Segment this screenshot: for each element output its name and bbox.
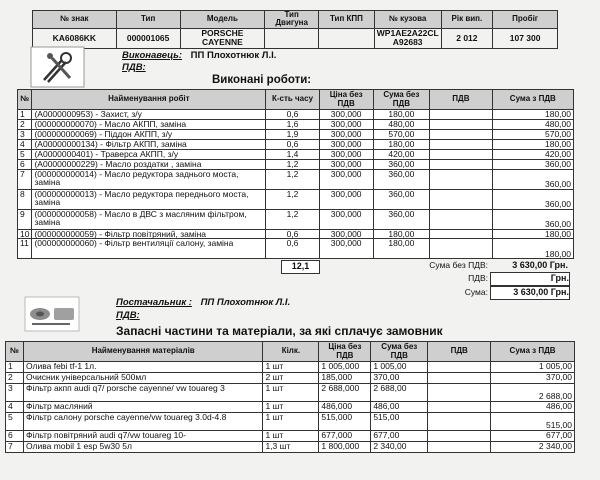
table-cell: 360,00 — [373, 209, 430, 229]
table-cell — [428, 431, 491, 442]
table-cell: 180,00 — [492, 139, 573, 149]
table-cell: Фільтр масляний — [23, 402, 262, 413]
table-row — [18, 139, 574, 149]
vehicle-value-cell: 107 300 — [493, 28, 558, 48]
table-row — [6, 362, 575, 373]
table-cell: 1,2 — [266, 209, 320, 229]
vehicle-value-cell: KA6086KK — [33, 28, 117, 48]
sum-value: 3 630,00 Грн. — [490, 286, 570, 300]
table-cell: (A00000000134) - Фільтр АКПП, заміна — [32, 139, 266, 149]
vehicle-value-cell: PORSCHE CAYENNE — [180, 28, 265, 48]
table-cell — [428, 373, 491, 384]
table-cell — [428, 362, 491, 373]
table-row — [18, 119, 574, 129]
table-cell: 180,00 — [373, 110, 430, 120]
table-cell: 486,00 — [371, 402, 428, 413]
table-cell — [428, 413, 491, 431]
table-cell: Олива febi tf-1 1л. — [23, 362, 262, 373]
table-cell: 2 — [18, 119, 32, 129]
table-cell: 300,000 — [319, 159, 373, 169]
table-row — [18, 159, 574, 169]
table-cell: 3 — [6, 384, 24, 402]
table-row — [18, 169, 574, 189]
table-row — [18, 149, 574, 159]
table-cell: 300,000 — [319, 169, 373, 189]
table-cell: 180,00 — [373, 229, 430, 239]
table-cell: 7 — [6, 442, 24, 453]
table-cell: 180,00 — [373, 139, 430, 149]
total-hours: 12,1 — [281, 260, 320, 274]
table-cell: 1 005,000 — [319, 362, 371, 373]
table-cell: 0,6 — [266, 229, 320, 239]
table-cell: 5 — [18, 149, 32, 159]
table-cell: 300,000 — [319, 119, 373, 129]
parts-icon — [24, 296, 80, 332]
vehicle-value-cell: WP1AE2A22CL A92683 — [374, 28, 441, 48]
table-cell: 360,00 — [492, 189, 573, 209]
table-cell — [430, 239, 492, 259]
table-cell: 300,000 — [319, 239, 373, 259]
vehicle-header-cell: Тип — [116, 11, 180, 29]
table-cell — [430, 129, 492, 139]
vehicle-header-cell: Модель — [180, 11, 265, 29]
supplier-pdv: ПДВ: — [116, 310, 140, 321]
table-cell: 420,00 — [492, 149, 573, 159]
table-row — [6, 431, 575, 442]
vehicle-header-cell: Тип Двигуна — [265, 11, 319, 29]
sum-no-vat-label: Сума без ПДВ: — [429, 260, 488, 270]
table-row — [18, 189, 574, 209]
table-cell: 300,000 — [319, 139, 373, 149]
table-cell — [430, 139, 492, 149]
vehicle-header-row — [33, 11, 558, 29]
table-cell: 360,00 — [492, 209, 573, 229]
table-cell — [430, 110, 492, 120]
table-row — [18, 129, 574, 139]
table-cell: 180,00 — [492, 110, 573, 120]
vehicle-header-cell: № кузова — [374, 11, 441, 29]
table-cell: 0,6 — [266, 239, 320, 259]
executor-pdv: ПДВ: — [122, 62, 146, 73]
table-cell: 1,4 — [266, 149, 320, 159]
table-cell: 300,000 — [319, 129, 373, 139]
table-cell: Фільтр салону porsche cayenne/vw touareg 3.0d-4.8 — [23, 413, 262, 431]
vehicle-value-cell: 2 012 — [441, 28, 493, 48]
table-cell: 11 — [18, 239, 32, 259]
table-cell: 1,3 шт — [263, 442, 319, 453]
table-cell: 2 688,00 — [491, 384, 575, 402]
works-header-cell: Сума з ПДВ — [492, 90, 573, 110]
table-cell: 300,000 — [319, 209, 373, 229]
table-cell: 9 — [18, 209, 32, 229]
table-cell: 0,6 — [266, 110, 320, 120]
sum-no-vat-value: 3 630,00 Грн. — [512, 260, 568, 270]
table-cell: 515,00 — [491, 413, 575, 431]
table-cell: 1,9 — [266, 129, 320, 139]
parts-table — [5, 341, 575, 453]
sum-label: Сума: — [464, 287, 488, 297]
table-cell — [430, 159, 492, 169]
table-cell: 300,000 — [319, 189, 373, 209]
table-cell: 360,00 — [373, 159, 430, 169]
table-row — [18, 209, 574, 229]
table-cell: (000000000069) - Піддон АКПП, з/у — [32, 129, 266, 139]
table-cell: 300,000 — [319, 229, 373, 239]
table-cell: Олива mobil 1 esp 5w30 5л — [23, 442, 262, 453]
vehicle-header-cell: Тип КПП — [319, 11, 375, 29]
works-header-cell: К-сть часу — [266, 90, 320, 110]
parts-header-cell: № — [6, 342, 24, 362]
table-cell: 1,6 — [266, 119, 320, 129]
table-row — [18, 110, 574, 120]
table-cell: (A0000000953) - Захист, з/у — [32, 110, 266, 120]
executor-label: Виконавець: — [122, 50, 183, 61]
table-cell: 1 800,000 — [319, 442, 371, 453]
works-title: Виконані роботи: — [212, 74, 312, 86]
works-header-cell: Найменування робіт — [32, 90, 266, 110]
table-cell: 4 — [6, 402, 24, 413]
table-cell: 1,2 — [266, 189, 320, 209]
table-cell: 1,2 — [266, 169, 320, 189]
vehicle-header-cell: Пробіг — [493, 11, 558, 29]
table-cell: 8 — [18, 189, 32, 209]
table-cell: 1,2 — [266, 159, 320, 169]
works-header-row — [18, 90, 574, 110]
table-row — [6, 442, 575, 453]
vehicle-table — [32, 10, 558, 49]
table-row — [6, 413, 575, 431]
table-cell: 2 688,000 — [319, 384, 371, 402]
vehicle-value-cell — [265, 28, 319, 48]
table-cell: 1 005,00 — [491, 362, 575, 373]
works-header-cell: ПДВ — [430, 90, 492, 110]
table-cell: 5 — [6, 413, 24, 431]
table-cell: (000000000059) - Фільтр повітряний, заміна — [32, 229, 266, 239]
works-header-cell: Сума без ПДВ — [373, 90, 430, 110]
parts-header-cell: Сума без ПДВ — [371, 342, 428, 362]
table-cell: 360,00 — [373, 189, 430, 209]
tools-icon — [30, 46, 85, 88]
table-cell: 2 340,00 — [371, 442, 428, 453]
table-cell: 2 340,00 — [491, 442, 575, 453]
table-cell: 7 — [18, 169, 32, 189]
supplier-label: Постачальник : — [116, 297, 192, 308]
table-row — [18, 239, 574, 259]
table-cell: 300,000 — [319, 110, 373, 120]
vehicle-value-cell: 000001065 — [116, 28, 180, 48]
table-cell: 6 — [6, 431, 24, 442]
table-cell: 6 — [18, 159, 32, 169]
table-cell: 677,000 — [319, 431, 371, 442]
parts-header-cell: Ціна без ПДВ — [319, 342, 371, 362]
table-cell: 370,00 — [491, 373, 575, 384]
table-cell: 1 шт — [263, 431, 319, 442]
table-cell: (000000000013) - Масло редуктора переднього моста, заміна — [32, 189, 266, 209]
table-cell: 370,00 — [371, 373, 428, 384]
table-row — [6, 373, 575, 384]
table-cell — [430, 169, 492, 189]
table-row — [6, 402, 575, 413]
table-cell: 4 — [18, 139, 32, 149]
table-cell: 360,00 — [492, 169, 573, 189]
table-cell: 1 005,00 — [371, 362, 428, 373]
table-cell: 486,00 — [491, 402, 575, 413]
table-cell: 570,00 — [373, 129, 430, 139]
vehicle-header-cell: Рік вип. — [441, 11, 493, 29]
table-cell: 480,00 — [373, 119, 430, 129]
table-cell: 3 — [18, 129, 32, 139]
table-cell: 1 шт — [263, 413, 319, 431]
table-cell: 2 шт — [263, 373, 319, 384]
table-cell: Фільтр повітряний audi q7/vw touareg 10- — [23, 431, 262, 442]
vehicle-header-cell: № знак — [33, 11, 117, 29]
table-cell: 180,00 — [492, 229, 573, 239]
supplier-name: ПП Плохотнюк Л.І. — [200, 297, 291, 308]
table-cell: (000000000060) - Фільтр вентиляції салону, заміна — [32, 239, 266, 259]
table-cell: 1 шт — [263, 384, 319, 402]
works-header-cell: Ціна без ПДВ — [319, 90, 373, 110]
executor-line — [122, 50, 276, 61]
table-cell — [430, 189, 492, 209]
supplier-line — [116, 297, 290, 308]
table-cell — [428, 402, 491, 413]
parts-title: Запасні частини та матеріали, за які сплачує замовник — [116, 324, 443, 338]
table-cell: 480,00 — [492, 119, 573, 129]
parts-header-cell: ПДВ — [428, 342, 491, 362]
table-cell: 677,00 — [491, 431, 575, 442]
table-cell: 360,00 — [492, 159, 573, 169]
table-cell: 570,00 — [492, 129, 573, 139]
table-cell: 1 шт — [263, 402, 319, 413]
table-cell: Очисник універсальний 500мл — [23, 373, 262, 384]
table-cell: 2 — [6, 373, 24, 384]
parts-header-cell: Найменування матеріалів — [23, 342, 262, 362]
table-cell — [430, 119, 492, 129]
table-cell: 185,000 — [319, 373, 371, 384]
table-cell — [430, 149, 492, 159]
table-cell: (000000000070) - Масло АКПП, заміна — [32, 119, 266, 129]
table-row — [6, 384, 575, 402]
table-row — [18, 229, 574, 239]
vat-value: Грн. — [490, 272, 570, 286]
table-cell: 420,00 — [373, 149, 430, 159]
table-cell: (A0000000401) - Траверса АКПП, з/у — [32, 149, 266, 159]
table-cell — [428, 384, 491, 402]
table-cell: 1 — [6, 362, 24, 373]
parts-header-row — [6, 342, 575, 362]
table-cell: (A00000000229) - Масло роздатки , заміна — [32, 159, 266, 169]
table-cell: 677,00 — [371, 431, 428, 442]
table-cell — [430, 229, 492, 239]
vehicle-value-row — [33, 28, 558, 48]
works-header-cell: № — [18, 90, 32, 110]
table-cell: 300,000 — [319, 149, 373, 159]
works-table — [17, 89, 574, 259]
vehicle-value-cell — [319, 28, 375, 48]
table-cell: (000000000014) - Масло редуктора заднього моста, заміна — [32, 169, 266, 189]
table-cell: 486,000 — [319, 402, 371, 413]
parts-header-cell: Сума з ПДВ — [491, 342, 575, 362]
table-cell: 515,000 — [319, 413, 371, 431]
table-cell: 10 — [18, 229, 32, 239]
table-cell: 180,00 — [373, 239, 430, 259]
table-cell: 360,00 — [373, 169, 430, 189]
table-cell: 1 — [18, 110, 32, 120]
table-cell — [428, 442, 491, 453]
vat-label: ПДВ: — [468, 273, 488, 283]
table-cell: 180,00 — [492, 239, 573, 259]
table-cell: 515,00 — [371, 413, 428, 431]
table-cell — [430, 209, 492, 229]
table-cell: Фільтр акпп audi q7/ porsche cayenne/ vw touareg 3 — [23, 384, 262, 402]
executor-name: ПП Плохотнюк Л.І. — [190, 50, 277, 61]
parts-header-cell: Кілк. — [263, 342, 319, 362]
table-cell: 0,6 — [266, 139, 320, 149]
table-cell: 1 шт — [263, 362, 319, 373]
table-cell: 2 688,00 — [371, 384, 428, 402]
table-cell: (000000000058) - Масло в ДВС з масляним фільтром, заміна — [32, 209, 266, 229]
